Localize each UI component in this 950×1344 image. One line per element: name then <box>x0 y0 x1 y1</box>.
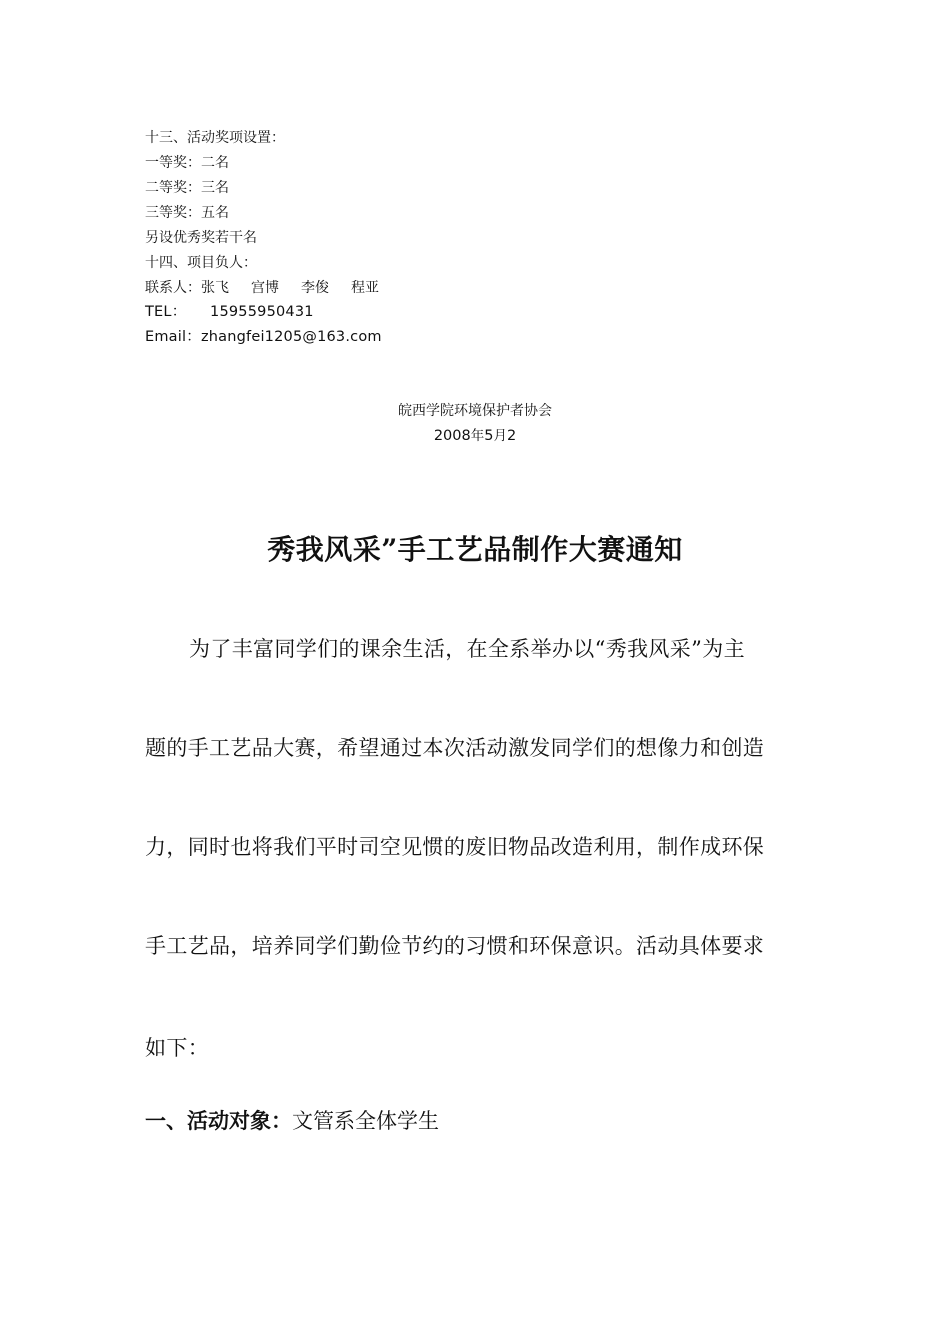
signature-date <box>0 426 950 446</box>
paragraph-line: 手工艺品，培养同学们勤俭节约的习惯和环保意识。活动具体要求 <box>145 934 765 958</box>
excellence-prize-line: 另设优秀奖若干名 <box>145 230 257 246</box>
first-prize-line: 一等奖：二名 <box>145 155 229 171</box>
telephone-label: TEL： <box>145 304 187 320</box>
contact-prefix: 联系人： <box>145 280 201 296</box>
telephone-number: 15955950431 <box>210 304 314 320</box>
date-month-unit: 月 <box>493 428 507 444</box>
project-leader-heading: 十四、项目负人： <box>145 255 257 271</box>
email-line <box>145 327 382 347</box>
date-year-unit: 年 <box>470 428 485 444</box>
third-prize-line: 三等奖：五名 <box>145 205 229 221</box>
telephone-line <box>145 302 314 322</box>
contact-name: 程亚 <box>351 280 379 296</box>
organization-signature: 皖西学院环境保护者协会 <box>398 403 552 419</box>
paragraph-line: 力，同时也将我们平时司空见惯的废旧物品改造利用，制作成环保 <box>145 835 765 859</box>
paragraph-line: 如下： <box>145 1036 210 1060</box>
awards-heading: 十三、活动奖项设置： <box>145 130 285 146</box>
date-day: 2 <box>506 428 517 444</box>
date-month: 5 <box>484 428 494 444</box>
second-prize-line: 二等奖：三名 <box>145 180 229 196</box>
paragraph-line: 为了丰富同学们的课余生活，在全系举办以“秀我风采”为主 <box>189 637 745 661</box>
paragraph-line: 题的手工艺品大赛，希望通过本次活动激发同学们的想像力和创造 <box>145 736 765 760</box>
email-address[interactable]: zhangfei1205@163.com <box>200 329 382 345</box>
date-year: 2008 <box>433 428 471 444</box>
section-value: 文管系全体学生 <box>292 1109 439 1133</box>
contact-name: 张飞 <box>201 280 229 296</box>
section-activity-target <box>145 1106 439 1136</box>
contact-name: 宫博 <box>251 280 279 296</box>
email-label: Email： <box>145 329 201 345</box>
contact-people-line <box>145 278 379 298</box>
section-label: 一、活动对象： <box>145 1108 292 1133</box>
contact-name: 李俊 <box>301 280 329 296</box>
notice-title: 秀我风采”手工艺品制作大赛通知 <box>267 533 683 566</box>
